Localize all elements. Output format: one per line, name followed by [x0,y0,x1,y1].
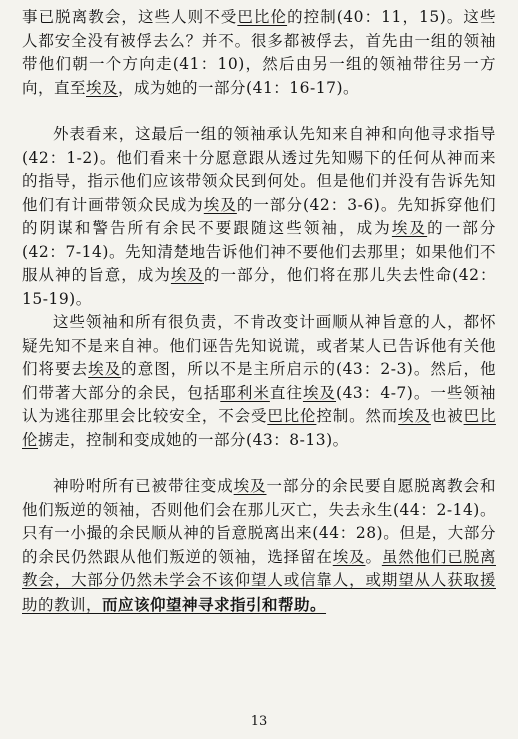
text-segment: 外表看来，这最后一组的领袖承认先知来自神和向他寻求指导(42：1-2)。他们看来十分愿意跟从透过先知赐下的任何从神而来的指导，指示他们应该带领众民到何处。但是他们并没有告诉先知他们有计画带领众民成为 [22,125,496,214]
paragraph-4 [22,475,496,617]
underlined-text: 埃及 [86,78,119,97]
text-segment: ，成为她的一部分(41：16-17)。 [118,78,360,97]
text-segment: 控制。然而 [316,407,399,425]
underlined-text: 巴比伦 [267,407,317,425]
underlined-text: 而应该仰望神寻求指引和帮助。 [102,594,327,614]
underlined-text: 巴比伦 [237,8,288,26]
underlined-text: 埃及 [302,383,337,402]
underlined-text: 耶利米 [220,383,270,402]
paragraph-2 [22,123,496,311]
text-segment: 一部分的余民要自愿脱离教会和他们叛逆的领袖，否则他们会在那儿灭亡，失去永生(44：2-14)。只有一小撮的余民顺从神的旨意脱离出来(44：28)。但是，大部分的余民仍然跟从他们叛逆的领袖，选择留在 [22,477,496,566]
text-segment: 也被 [430,407,464,425]
underlined-text: 虽然他们已脱离教会，大部分仍然未学会不该仰望人或信靠人，或期望从人获取援助的教训， [22,547,496,614]
page-number: 13 [250,714,268,729]
text-segment: 的控制(40：11，15)。这些人都安全没有被俘去么？并不。很多都被俘去，首先由一组的领袖带他们朝一个方向走(41：10)，然后由另一组的领袖带往另一方向，直至 [22,8,496,97]
text-segment: 掳走，控制和变成她的一部分(43：8-13)。 [38,430,349,449]
underlined-text: 巴比伦 [22,407,496,449]
paragraph-1 [22,6,496,100]
text-segment: 的一部分(42：7-14)。先知清楚地告诉他们神不要他们去那里；如果他们不服从神的旨意，成为 [22,219,496,284]
underlined-text: 埃及 [203,195,237,214]
text-segment: 的一部分，他们将在那儿失去性命(42：15-19)。 [22,266,496,308]
underlined-text: 埃及 [233,477,267,495]
text-segment: 的意图，所以不是主所启示的(43：2-3)。然后，他们带著大部分的余民，包括 [22,360,496,402]
underlined-text: 埃及 [332,547,366,566]
underlined-text: 埃及 [88,360,122,378]
underlined-text: 埃及 [391,219,428,237]
paragraph-3 [22,311,496,452]
underlined-text: 埃及 [170,266,204,284]
text-segment: 神吩咐所有已被带往变成 [53,477,234,495]
text-segment: 。 [365,547,382,566]
text-segment: 这些领袖和所有很负责，不肯改变计画顺从神旨意的人，都怀疑先知不是来自神。他们诬告先知说谎，或者某人已告诉他有关他们将要去 [22,313,496,378]
text-segment: 直往 [269,383,303,402]
underlined-text: 埃及 [398,407,431,425]
text-segment: 事已脱离教会，这些人则不受 [22,8,238,26]
text-segment: 的一部分(42：3-6)。先知拆穿他们的阴谋和警告所有余民不要跟随这些领袖，成为 [22,195,496,237]
text-segment: (43：4-7)。一些领袖认为逃往那里会比较安全，不会受 [22,383,496,425]
